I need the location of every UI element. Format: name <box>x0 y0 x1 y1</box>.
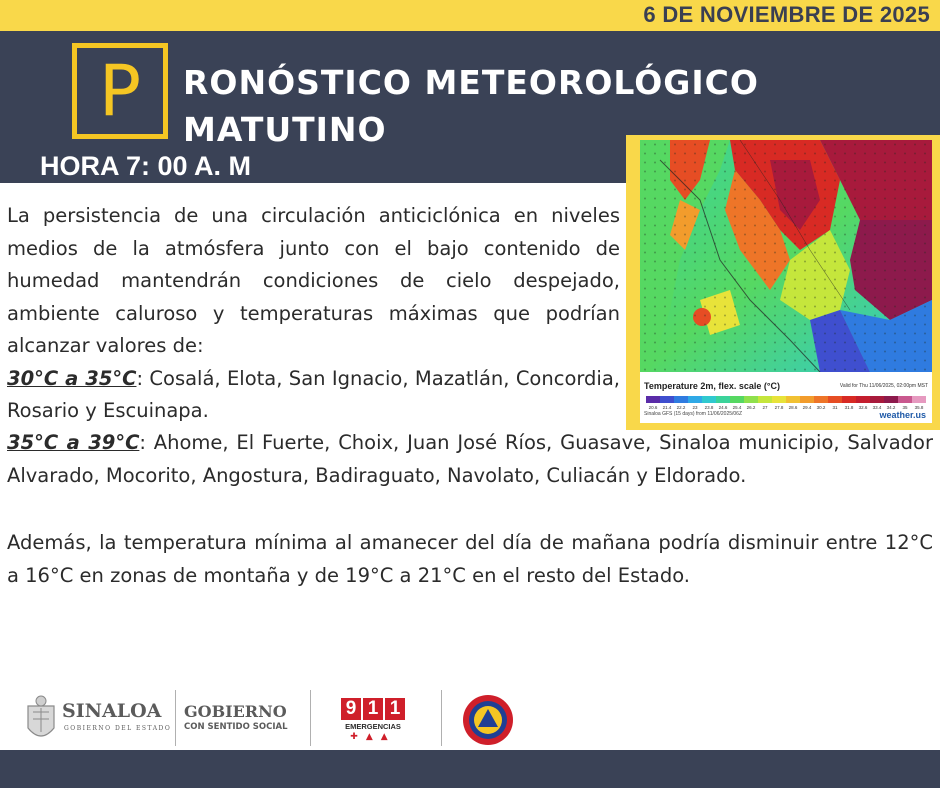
scale-label: 27 <box>762 405 768 410</box>
scale-label: 24.6 <box>718 405 728 410</box>
range1-places: : Cosalá, Elota, San Ignacio, Mazatlán, Concordia, Rosario y Escuinapa. <box>7 366 620 422</box>
scale-swatch <box>884 396 898 403</box>
scale-swatch <box>898 396 912 403</box>
e911-digit: 1 <box>385 698 405 720</box>
date-text: 6 DE NOVIEMBRE DE 2025 <box>643 2 930 27</box>
scale-swatch <box>814 396 828 403</box>
scale-swatch <box>702 396 716 403</box>
scale-label: 31 <box>832 405 838 410</box>
divider <box>175 690 176 746</box>
sinaloa-logo-text: SINALOA <box>62 700 162 722</box>
emergency-icons: ✚▲▲ <box>350 732 396 742</box>
map-caption: Temperature 2m, flex. scale (°C) <box>644 381 780 391</box>
scale-label: 23.8 <box>704 405 714 410</box>
emergencias-911-logo <box>341 698 405 748</box>
intro-text: La persistencia de una circulación anticiclónica en niveles medios de la atmósfera junto con el bajo contenido de humedad mantendrán condiciones de cielo despejado, ambiente caluroso y temperaturas máximas que podrían alcanzar valores de: <box>7 204 620 357</box>
map-valid-time: Valid for Thu 11/06/2025, 02:00pm MST <box>839 383 928 389</box>
scale-label: 28.6 <box>788 405 798 410</box>
scale-label: 34.2 <box>886 405 896 410</box>
scale-swatch <box>674 396 688 403</box>
gobierno-logo-text: GOBIERNO <box>184 702 287 721</box>
outro-text: Además, la temperatura mínima al amanecer del día de mañana podría disminuir entre 12°C a 16°C en zonas de montaña y de 19°C a 21°C en el resto del Estado. <box>7 531 933 587</box>
scale-label: 35.8 <box>914 405 924 410</box>
scale-label: 20.6 <box>648 405 658 410</box>
initial-letter: P <box>98 50 142 132</box>
sinaloa-shield-icon <box>24 692 58 746</box>
proteccion-civil-seal-icon <box>462 694 514 746</box>
sinaloa-logo-subtext: GOBIERNO DEL ESTADO <box>64 725 172 732</box>
scale-swatch <box>800 396 814 403</box>
scale-label: 23 <box>692 405 698 410</box>
map-source: Sinaloa GFS (15 days) from 11/06/2025/06Z <box>644 411 743 417</box>
divider <box>310 690 311 746</box>
date-bar <box>0 0 940 31</box>
e911-digit: 1 <box>363 698 383 720</box>
e911-digit: 9 <box>341 698 361 720</box>
scale-label: 33.4 <box>872 405 882 410</box>
scale-label: 26.2 <box>746 405 756 410</box>
scale-swatch <box>660 396 674 403</box>
gobierno-logo-subtext: CON SENTIDO SOCIAL <box>184 722 288 732</box>
title-line-1: RONÓSTICO METEOROLÓGICO <box>183 63 759 102</box>
paragraph-range2 <box>7 427 933 492</box>
scale-swatch <box>912 396 926 403</box>
scale-label: 27.8 <box>774 405 784 410</box>
range2-label: 35°C a 39°C <box>7 431 140 454</box>
map-brand: weather.us <box>879 410 926 420</box>
scale-swatch <box>688 396 702 403</box>
paragraph-intro <box>7 200 620 428</box>
range2-places: : Ahome, El Fuerte, Choix, Juan José Ríos, Guasave, Sinaloa municipio, Salvador Alvarado, Mocorito, Angostura, Badiraguato, Navolato, Culiacán y Eldorado. <box>7 431 933 487</box>
scale-swatch <box>646 396 660 403</box>
initial-box <box>72 43 168 139</box>
range1-label: 30°C a 35°C <box>7 366 137 390</box>
footer-logos <box>0 684 940 750</box>
forecast-hour: HORA 7: 00 A. M <box>40 151 252 181</box>
paragraph-outro <box>7 527 933 592</box>
scale-swatch <box>856 396 870 403</box>
title-line-2: MATUTINO <box>183 110 387 149</box>
scale-swatch <box>772 396 786 403</box>
scale-swatch <box>744 396 758 403</box>
scale-label: 31.8 <box>844 405 854 410</box>
scale-swatch <box>842 396 856 403</box>
bottom-bar <box>0 750 940 788</box>
scale-swatch <box>828 396 842 403</box>
scale-swatch <box>730 396 744 403</box>
scale-swatch <box>870 396 884 403</box>
scale-swatch <box>716 396 730 403</box>
scale-label: 25.4 <box>732 405 742 410</box>
temperature-map <box>640 140 932 423</box>
scale-label: 35 <box>902 405 908 410</box>
scale-swatch <box>786 396 800 403</box>
scale-label: 22.2 <box>676 405 686 410</box>
divider <box>441 690 442 746</box>
scale-label: 29.4 <box>802 405 812 410</box>
scale-label: 30.2 <box>816 405 826 410</box>
e911-subtext: EMERGENCIAS <box>345 722 401 731</box>
scale-label: 32.6 <box>858 405 868 410</box>
scale-swatch <box>758 396 772 403</box>
scale-label: 21.4 <box>662 405 672 410</box>
